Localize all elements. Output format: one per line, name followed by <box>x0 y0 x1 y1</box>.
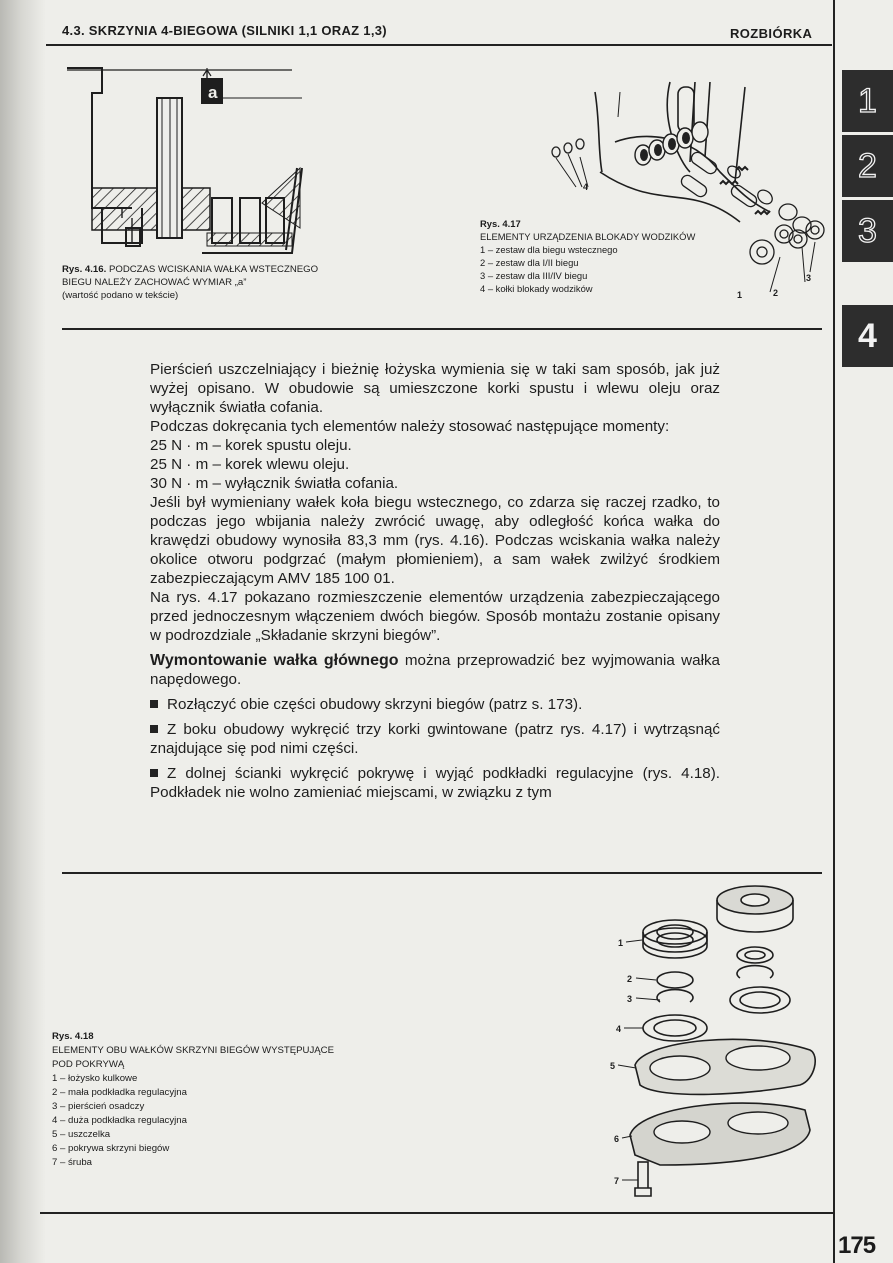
page-number: 175 <box>838 1232 876 1259</box>
footer-rule <box>40 1212 833 1214</box>
figure-4-17-callout-1: 1 <box>737 290 743 300</box>
figure-4-18-callout-3: 3 <box>627 994 633 1004</box>
figure-4-18-callout-7: 7 <box>614 1176 620 1186</box>
main-shaft-text: można przeprowadzić bez wyjmowania wałka napędowego. <box>150 652 720 688</box>
figure-4-18-callout-5: 5 <box>610 1061 616 1071</box>
figure-4-18-callout-6: 6 <box>614 1134 620 1144</box>
figure-4-16-drawing <box>62 58 312 258</box>
bullet-cover-shims: Z dolnej ścianki wykręcić pokrywę i wyjąć podkładki regulacyjne (rys. 4.18). Podkładek nie wolno zamieniać miejscami, w związku z tym <box>150 765 720 801</box>
paragraph-interlock: Na rys. 4.17 pokazano rozmieszczenie elementów urządzenia zabezpieczającego przed jednoczesnym włączeniem dwóch biegów. Sposób montażu zostanie opisany w podrozdziale „Składanie skrzyni biegów”. <box>150 589 720 644</box>
section-title: 4.3. SKRZYNIA 4-BIEGOWA (SILNIKI 1,1 ORAZ 1,3) <box>62 23 387 38</box>
figure-4-18-callout-1: 1 <box>618 938 624 948</box>
figure-4-17-callout-4: 4 <box>583 182 589 192</box>
chapter-tab-1[interactable]: 1 <box>842 70 893 132</box>
paragraph-seal-replacement: Pierścień uszczelniający i bieżnię łożyska wymienia się w taki sam sposób, jak już wyżej opisano. W obudowie są umieszczone korki spustu i wlewu oleju oraz wyłącznik światła cofania. <box>150 361 720 416</box>
figure-4-18-legend-1: 1 – łożysko kulkowe <box>52 1073 138 1084</box>
binding-shadow <box>0 0 46 1263</box>
header-rule <box>46 44 832 46</box>
chapter-tab-4-active[interactable]: 4 <box>842 305 893 367</box>
bullet-separate-housing: Rozłączyć obie części obudowy skrzyni biegów (patrz s. 173). <box>150 695 720 714</box>
torque-filler-plug: 25 N · m – korek wlewu oleju. <box>150 456 350 473</box>
torque-reverse-switch: 30 N · m – wyłącznik światła cofania. <box>150 475 399 492</box>
figure-4-18-number: Rys. 4.18 <box>52 1031 94 1042</box>
right-border-line <box>833 0 835 1263</box>
figure-4-18-caption-line-1: ELEMENTY OBU WAŁKÓW SKRZYNI BIEGÓW WYSTĘPUJĄCE <box>52 1045 334 1056</box>
figure-4-17-legend-4: 4 – kołki blokady wodzików <box>480 283 593 294</box>
figure-4-16-number: Rys. 4.16. <box>62 264 107 275</box>
figure-4-17-callout-2: 2 <box>773 288 779 298</box>
dimension-a-label: a <box>208 83 218 102</box>
figure-4-17-legend-1: 1 – zestaw dla biegu wstecznego <box>480 244 618 255</box>
figure-4-18-legend-6: 6 – pokrywa skrzyni biegów <box>52 1143 170 1154</box>
chapter-tab-3[interactable]: 3 <box>842 200 893 262</box>
chapter-tab-2[interactable]: 2 <box>842 135 893 197</box>
figure-4-17-legend-3: 3 – zestaw dla III/IV biegu <box>480 270 588 281</box>
figure-4-18-callout-4: 4 <box>616 1024 622 1034</box>
figure-4-18-callout-2: 2 <box>627 974 633 984</box>
figure-4-16-caption <box>62 263 318 302</box>
paragraph-torque-intro: Podczas dokręcania tych elementów należy stosować następujące momenty: <box>150 418 670 435</box>
figure-4-17-caption <box>480 217 695 295</box>
paragraph-main-shaft-removal <box>150 651 720 689</box>
figure-4-17-callout-3: 3 <box>806 273 812 283</box>
figure-4-18-legend-7: 7 – śruba <box>52 1157 93 1168</box>
torque-drain-plug: 25 N · m – korek spustu oleju. <box>150 437 352 454</box>
paragraph-reverse-shaft: Jeśli był wymieniany wałek koła biegu wstecznego, co zdarza się raczej rzadko, to podczas jego wbijania należy zwrócić uwagę, aby odległość końca wałka do krawędzi obudowy wynosiła 83,3 mm (rys. 4.16). Podczas wciskania wałka należy okolice otworu podgrzać (małym płomieniem), a sam wałek zwilżyć środkiem zabezpieczającym AMV 185 100 01. <box>150 494 720 587</box>
main-shaft-heading: Wymontowanie wałka głównego <box>150 652 399 669</box>
figure-4-18-legend-3: 3 – pierścień osadczy <box>52 1101 145 1112</box>
figure-4-18-caption <box>52 1030 334 1170</box>
figure-4-16-caption-line-1: PODCZAS WCISKANIA WAŁKA WSTECZNEGO <box>108 264 319 275</box>
figure-4-18-caption-line-2: POD POKRYWĄ <box>52 1059 125 1070</box>
figure-4-18-legend-4: 4 – duża podkładka regulacyjna <box>52 1115 187 1126</box>
figure-4-17-heading: ELEMENTY URZĄDZENIA BLOKADY WODZIKÓW <box>480 231 696 242</box>
figures-divider <box>62 328 822 330</box>
figure-4-17-legend-2: 2 – zestaw dla I/II biegu <box>480 257 579 268</box>
figure-4-16-caption-line-2: BIEGU NALEŻY ZACHOWAĆ WYMIAR „a” <box>62 277 247 288</box>
lower-divider <box>62 872 822 874</box>
bullet-threaded-plugs: Z boku obudowy wykręcić trzy korki gwintowane (patrz rys. 4.17) i wytrząsnąć znajdujące się pod nimi części. <box>150 721 720 757</box>
section-category: ROZBIÓRKA <box>730 26 813 41</box>
figure-4-17-number: Rys. 4.17 <box>480 218 521 229</box>
main-text <box>150 360 720 802</box>
figure-4-18-legend-2: 2 – mała podkładka regulacyjna <box>52 1087 187 1098</box>
figure-4-16-caption-line-3: (wartość podano w tekście) <box>62 290 179 301</box>
figure-4-18-legend-5: 5 – uszczelka <box>52 1129 111 1140</box>
figure-4-18-drawing <box>600 880 825 1200</box>
